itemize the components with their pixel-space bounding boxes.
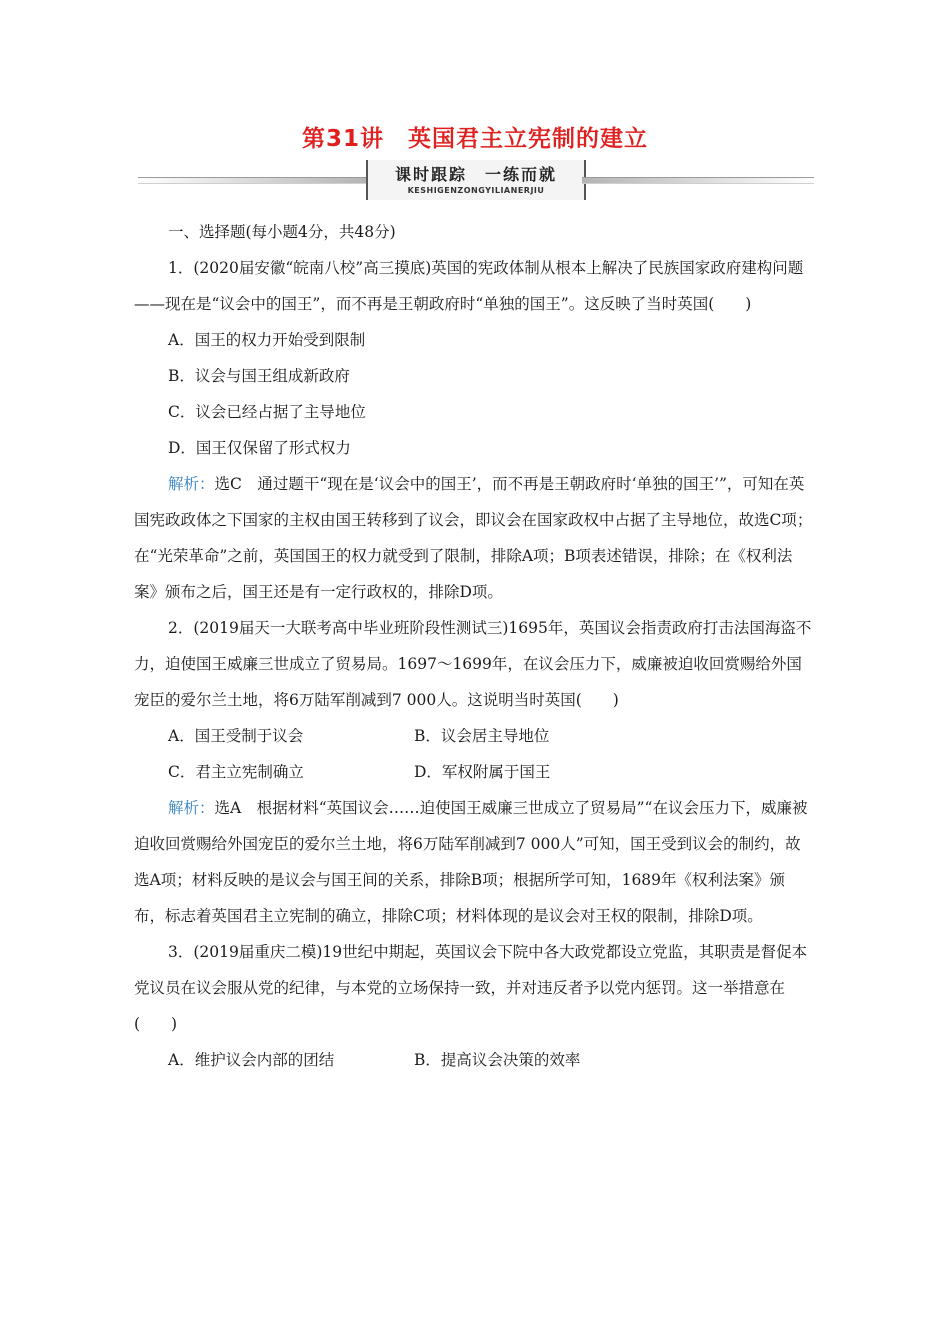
banner-main-text: 课时跟踪 一练而就	[394, 165, 557, 184]
question-2-option-c: C．君主立宪制确立	[168, 763, 304, 781]
question-3-options-row-1	[134, 1042, 814, 1078]
question-2-stem: 2．(2019届天一大联考高中毕业班阶段性测试三)1695年，英国议会指责政府打击法国海盗不力，迫使国王威廉三世成立了贸易局。1697～1699年，在议会压力下，威廉被迫收回赏赐给外国宠臣的爱尔兰土地，将6万陆军削减到7 000人。这说明当时英国( )	[134, 619, 812, 709]
banner-rule-right	[582, 177, 814, 184]
question-1-option-a: A．国王的权力开始受到限制	[168, 331, 366, 349]
question-1-stem: 1．(2020届安徽“皖南八校”高三摸底)英国的宪政体制从根本上解决了民族国家政府建构问题——现在是“议会中的国王”，而不再是王朝政府时“单独的国王”。这反映了当时英国( )	[134, 259, 804, 313]
analysis-label: 解析：	[168, 475, 215, 493]
analysis-text: 选C 通过题干“现在是‘议会中的国王’，而不再是王朝政府时‘单独的国王’”，可知在英国宪政政体之下国家的主权由国王转移到了议会，即议会在国家政权中占据了主导地位，故选C项；在“光荣革命”之前，英国国王的权力就受到了限制，排除A项；B项表述错误，排除；在《权利法案》颁布之后，国王还是有一定行政权的，排除D项。	[134, 475, 813, 601]
question-2-analysis	[134, 790, 814, 934]
banner-rule-left	[138, 177, 366, 184]
banner-tag	[366, 160, 586, 200]
question-1-option-c: C．议会已经占据了主导地位	[168, 403, 366, 421]
analysis-label: 解析：	[168, 799, 215, 817]
document-body	[134, 214, 814, 1078]
question-1-analysis	[134, 466, 814, 610]
question-2-option-a: A．国王受制于议会	[168, 727, 304, 745]
section-banner	[138, 160, 814, 202]
question-3-stem: 3．(2019届重庆二模)19世纪中期起，英国议会下院中各大政党都设立党监，其职责是督促本党议员在议会服从党的纪律，与本党的立场保持一致，并对违反者予以党内惩罚。这一举措意在( )	[134, 943, 808, 1033]
question-2-options-row-2	[134, 754, 814, 790]
analysis-text: 选A 根据材料“英国议会……迫使国王威廉三世成立了贸易局”“在议会压力下，威廉被迫收回赏赐给外国宠臣的爱尔兰土地，将6万陆军削减到7 000人”可知，国王受到议会的制约，故选A项；材料反映的是议会与国王间的关系，排除B项；根据所学可知，1689年《权利法案》颁布，标志着英国君主立宪制的确立，排除C项；材料体现的是议会对王权的限制，排除D项。	[134, 799, 808, 925]
question-1-option-d: D．国王仅保留了形式权力	[168, 439, 351, 457]
question-3-option-b: B．提高议会决策的效率	[414, 1051, 581, 1069]
question-2-options-row-1	[134, 718, 814, 754]
question-3-option-a: A．维护议会内部的团结	[168, 1051, 335, 1069]
page-title: 第31讲 英国君主立宪制的建立	[301, 126, 648, 152]
banner-sub-text: KESHIGENZONGYILIANERJIU	[407, 186, 545, 195]
question-2-option-b: B．议会居主导地位	[414, 727, 550, 745]
question-1-option-b: B．议会与国王组成新政府	[168, 367, 350, 385]
section-heading: 一、选择题(每小题4分，共48分)	[168, 223, 396, 241]
question-2-option-d: D．军权附属于国王	[414, 763, 551, 781]
